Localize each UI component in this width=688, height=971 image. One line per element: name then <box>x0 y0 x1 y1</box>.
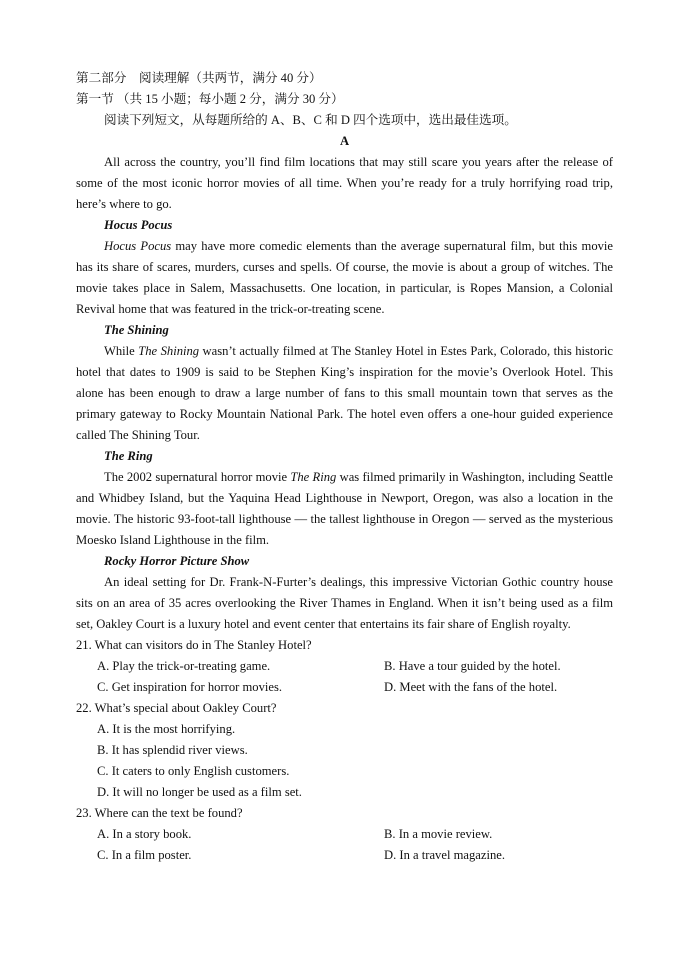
question-23-options <box>76 824 613 866</box>
question-21-stem: 21. What can visitors do in The Stanley Hotel? <box>76 638 312 652</box>
section-title: 第一节 （共 15 小题；每小题 2 分，满分 30 分） <box>76 92 344 106</box>
option-a[interactable]: A. Play the trick-or-treating game. <box>97 659 271 673</box>
paragraph-text-pre: While <box>104 344 139 358</box>
option-d[interactable]: D. In a travel magazine. <box>384 848 505 862</box>
question-22-stem: 22. What’s special about Oakley Court? <box>76 701 277 715</box>
passage-label: A <box>339 134 350 148</box>
instruction: 阅读下列短文，从每题所给的 A、B、C 和 D 四个选项中，选出最佳选项。 <box>104 113 517 127</box>
option-c[interactable]: C. It caters to only English customers. <box>97 764 290 778</box>
section-paragraph-the-ring <box>76 467 613 551</box>
option-d[interactable]: D. It will no longer be used as a film set. <box>97 785 302 799</box>
option-b[interactable]: B. It has splendid river views. <box>97 743 248 757</box>
section-heading-rocky-horror: Rocky Horror Picture Show <box>104 554 250 568</box>
option-b[interactable]: B. Have a tour guided by the hotel. <box>384 659 561 673</box>
paragraph-text: was filmed primarily in Washington, including Seattle and Whidbey Island, but the Yaquina Head Lighthouse in Newport, Oregon, was also a location in the movie. The historic 93-foot-tall lighthouse — the tallest lighthouse in Oregon — served as the mysterious Moesko Island Lighthouse in the film. <box>76 470 614 547</box>
section-heading-the-shining: The Shining <box>104 323 169 337</box>
option-c[interactable]: C. Get inspiration for horror movies. <box>97 680 283 694</box>
section-paragraph-the-shining <box>76 341 613 446</box>
question-21-options <box>76 656 613 698</box>
option-c[interactable]: C. In a film poster. <box>97 848 192 862</box>
question-23-stem: 23. Where can the text be found? <box>76 806 243 820</box>
part-title: 第二部分 阅读理解（共两节，满分 40 分） <box>76 71 322 85</box>
question-22-options <box>76 719 613 803</box>
paragraph-text: may have more comedic elements than the average supernatural film, but this movie has its share of scares, murders, curses and spells. Of course, the movie is about a group of witches. The movie takes place in Salem, Massachusetts. One location, in particular, is Ropes Mansion, a Colonial Revival home that was featured in the trick-or-treating scene. <box>76 239 613 316</box>
option-d[interactable]: D. Meet with the fans of the hotel. <box>384 680 558 694</box>
section-heading-hocus-pocus: Hocus Pocus <box>104 218 173 232</box>
movie-title-italic: The Ring <box>290 470 337 484</box>
option-a[interactable]: A. In a story book. <box>97 827 192 841</box>
movie-title-italic: Hocus Pocus <box>104 239 172 253</box>
movie-title-italic: The Shining <box>138 344 200 358</box>
section-paragraph-rocky-horror: An ideal setting for Dr. Frank-N-Furter’s dealings, this impressive Victorian Gothic country house sits on an area of 35 acres overlooking the River Thames in England. When it isn’t being used as a film set, Oakley Court is a luxury hotel and event center that entertains its fair share of English royalty. <box>76 575 613 631</box>
exam-page <box>76 68 613 866</box>
section-paragraph-hocus-pocus <box>76 236 613 320</box>
passage-intro: All across the country, you’ll find film locations that may still scare you years after the release of some of the most iconic horror movies of all time. When you’re ready for a truly horrifying road trip, here’s where to go. <box>76 155 613 211</box>
option-a[interactable]: A. It is the most horrifying. <box>97 722 236 736</box>
paragraph-text-pre: The 2002 supernatural horror movie <box>104 470 291 484</box>
section-heading-the-ring: The Ring <box>104 449 153 463</box>
option-b[interactable]: B. In a movie review. <box>384 827 493 841</box>
paragraph-text: wasn’t actually filmed at The Stanley Hotel in Estes Park, Colorado, this historic hotel that dates to 1909 is said to be Stephen King’s inspiration for the movie’s Overlook Hotel. This alone has been enough to draw a large number of fans to this small mountain town that serves as the primary gateway to Rocky Mountain National Park. The hotel even offers a one-hour guided experience called The Shining Tour. <box>76 344 614 442</box>
